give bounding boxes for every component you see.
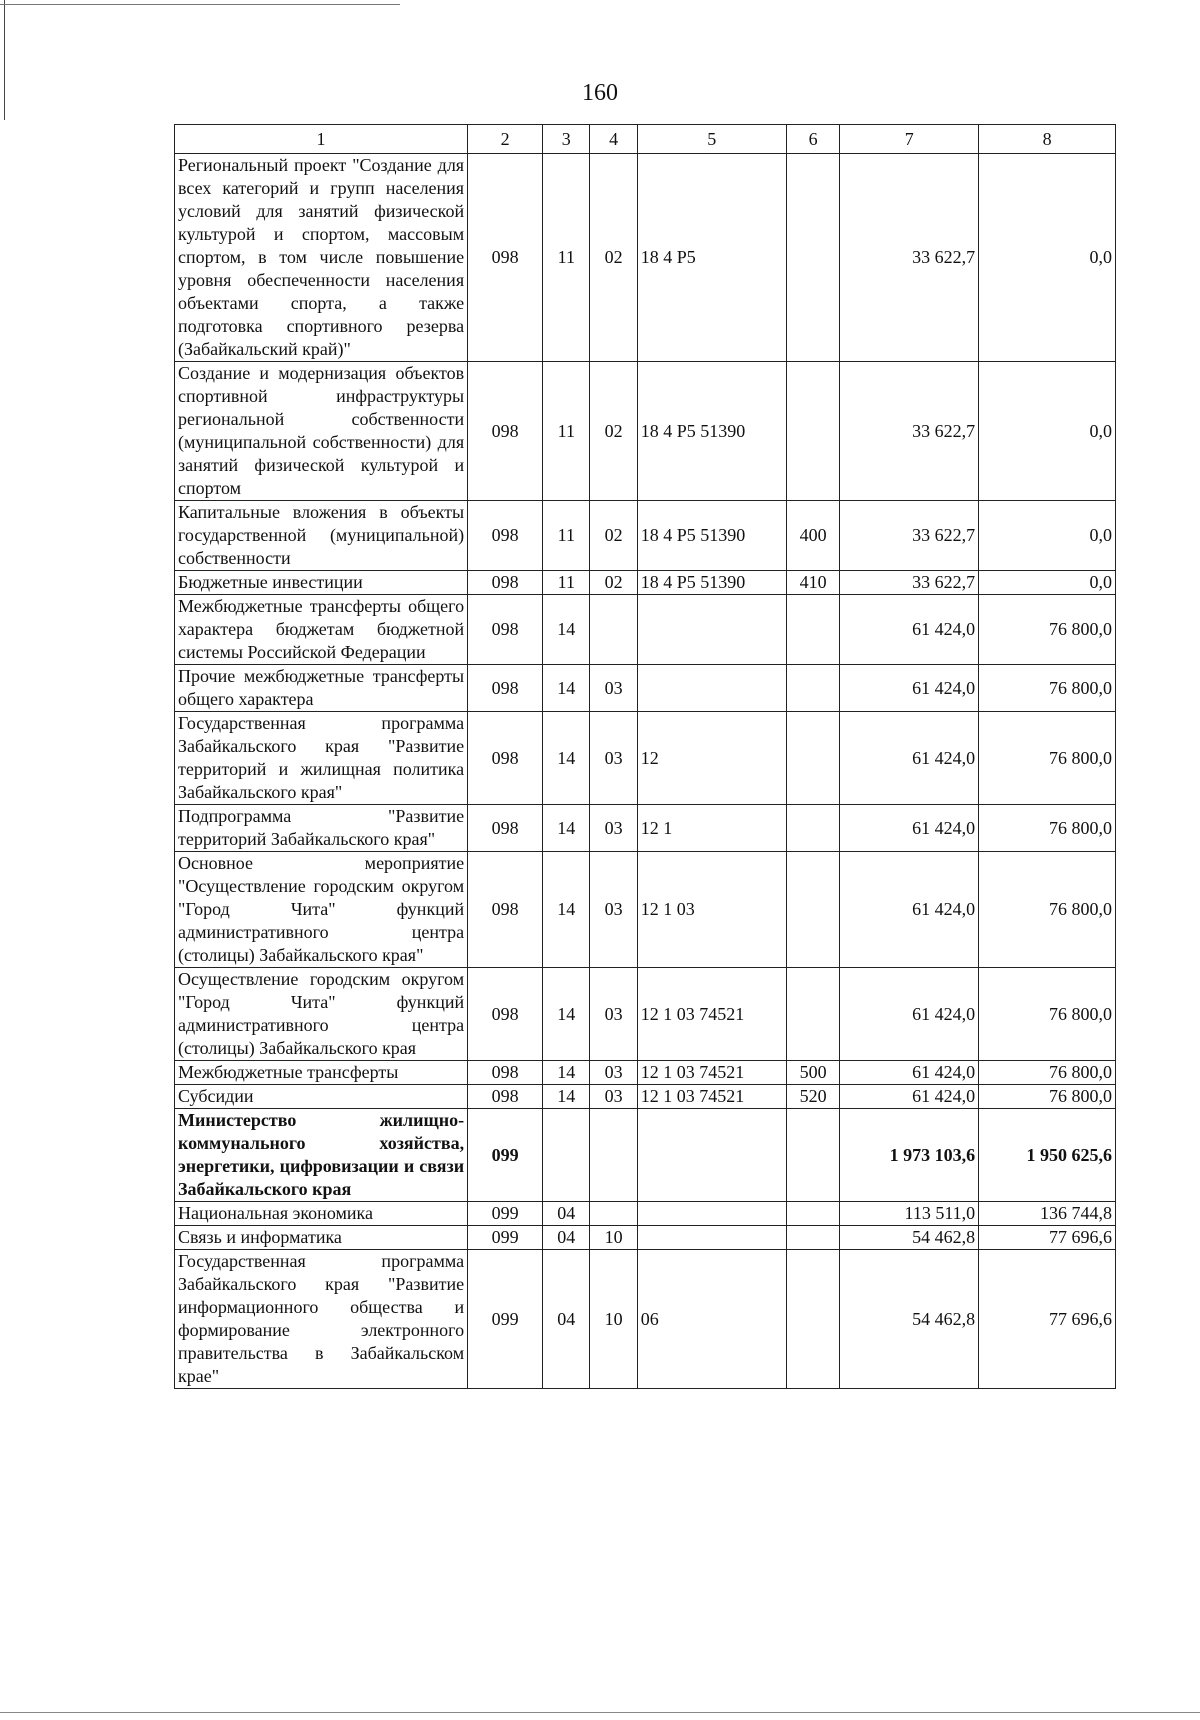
table-row [175,1202,1116,1226]
row-expense-type-cell: 500 [786,1061,839,1085]
table-row [175,968,1116,1061]
row-admin-code-cell: 098 [468,805,543,852]
row-amount-year1-cell: 54 462,8 [840,1250,979,1389]
column-header-3: 3 [543,125,590,154]
row-admin-code-cell: 098 [468,501,543,571]
row-amount-year1-cell: 54 462,8 [840,1226,979,1250]
row-expense-type-cell [786,595,839,665]
row-amount-year1-cell: 33 622,7 [840,362,979,501]
row-amount-year1-cell: 61 424,0 [840,665,979,712]
row-amount-year1-cell: 61 424,0 [840,805,979,852]
row-name-cell: Национальная экономика [175,1202,468,1226]
row-section-cell: 14 [543,1061,590,1085]
row-section-cell [543,1109,590,1202]
row-subsection-cell: 10 [590,1226,637,1250]
row-amount-year2-cell: 76 800,0 [979,968,1116,1061]
row-expense-type-cell: 410 [786,571,839,595]
row-admin-code-cell: 098 [468,665,543,712]
table-header-row [175,125,1116,154]
row-target-article-cell: 06 [637,1250,786,1389]
row-admin-code-cell: 098 [468,595,543,665]
table-row [175,1226,1116,1250]
table-body [175,125,1116,1389]
row-name-cell: Региональный проект "Создание для всех категорий и групп населения условий для занятий физической культурой и спортом, массовым спортом, в том числе повышение уровня обеспеченности населения объектами спорта, а также подготовка спортивного резерва (Забайкальский край)" [175,154,468,362]
row-subsection-cell [590,595,637,665]
table-row [175,595,1116,665]
row-expense-type-cell [786,362,839,501]
row-amount-year1-cell: 61 424,0 [840,1061,979,1085]
row-admin-code-cell: 098 [468,968,543,1061]
table-row [175,1061,1116,1085]
row-amount-year2-cell: 0,0 [979,362,1116,501]
row-section-cell: 04 [543,1250,590,1389]
row-section-cell: 14 [543,665,590,712]
row-amount-year1-cell: 33 622,7 [840,154,979,362]
row-expense-type-cell: 520 [786,1085,839,1109]
table-row [175,362,1116,501]
row-name-cell: Капитальные вложения в объекты государственной (муниципальной) собственности [175,501,468,571]
row-admin-code-cell: 098 [468,1085,543,1109]
row-name-cell: Министерство жилищно-коммунального хозяйства, энергетики, цифровизации и связи Забайкальского края [175,1109,468,1202]
row-subsection-cell: 02 [590,154,637,362]
row-admin-code-cell: 098 [468,362,543,501]
row-target-article-cell: 12 1 03 74521 [637,1085,786,1109]
row-name-cell: Основное мероприятие "Осуществление городским округом "Город Чита" функций административного центра (столицы) Забайкальского края" [175,852,468,968]
row-subsection-cell [590,1109,637,1202]
row-target-article-cell [637,595,786,665]
row-section-cell: 04 [543,1226,590,1250]
row-subsection-cell: 02 [590,362,637,501]
row-amount-year2-cell: 77 696,6 [979,1250,1116,1389]
row-amount-year2-cell: 0,0 [979,154,1116,362]
row-admin-code-cell: 098 [468,1061,543,1085]
row-section-cell: 14 [543,712,590,805]
row-subsection-cell: 03 [590,1085,637,1109]
row-subsection-cell: 02 [590,571,637,595]
row-section-cell: 11 [543,501,590,571]
row-subsection-cell [590,1202,637,1226]
row-amount-year1-cell: 61 424,0 [840,968,979,1061]
row-amount-year1-cell: 33 622,7 [840,571,979,595]
row-expense-type-cell [786,712,839,805]
scan-edge-bottom [0,1712,1200,1713]
row-amount-year2-cell: 77 696,6 [979,1226,1116,1250]
row-admin-code-cell: 098 [468,154,543,362]
row-subsection-cell: 03 [590,1061,637,1085]
row-expense-type-cell [786,665,839,712]
row-target-article-cell [637,665,786,712]
table-row [175,805,1116,852]
row-section-cell: 14 [543,595,590,665]
row-admin-code-cell: 098 [468,712,543,805]
row-expense-type-cell [786,852,839,968]
row-target-article-cell: 18 4 P5 51390 [637,362,786,501]
table-row [175,665,1116,712]
table-row [175,1109,1116,1202]
row-section-cell: 11 [543,154,590,362]
row-section-cell: 14 [543,805,590,852]
row-target-article-cell [637,1226,786,1250]
table-row [175,712,1116,805]
row-name-cell: Межбюджетные трансферты [175,1061,468,1085]
row-subsection-cell: 03 [590,665,637,712]
row-amount-year2-cell: 76 800,0 [979,595,1116,665]
row-target-article-cell: 12 1 [637,805,786,852]
row-amount-year2-cell: 76 800,0 [979,1061,1116,1085]
row-amount-year2-cell: 76 800,0 [979,665,1116,712]
row-admin-code-cell: 099 [468,1109,543,1202]
row-target-article-cell [637,1109,786,1202]
table-row [175,1085,1116,1109]
row-section-cell: 04 [543,1202,590,1226]
row-section-cell: 14 [543,852,590,968]
row-section-cell: 11 [543,571,590,595]
column-header-7: 7 [840,125,979,154]
row-name-cell: Связь и информатика [175,1226,468,1250]
row-target-article-cell: 12 1 03 74521 [637,968,786,1061]
row-expense-type-cell [786,968,839,1061]
row-amount-year1-cell: 1 973 103,6 [840,1109,979,1202]
table-row [175,571,1116,595]
budget-table [174,124,1116,1389]
row-admin-code-cell: 099 [468,1202,543,1226]
row-expense-type-cell [786,1202,839,1226]
row-expense-type-cell [786,1226,839,1250]
row-amount-year2-cell: 1 950 625,6 [979,1109,1116,1202]
row-target-article-cell: 12 1 03 74521 [637,1061,786,1085]
row-target-article-cell [637,1202,786,1226]
row-subsection-cell: 03 [590,805,637,852]
row-expense-type-cell [786,154,839,362]
row-name-cell: Осуществление городским округом "Город Чита" функций административного центра (столицы) Забайкальского края [175,968,468,1061]
column-header-1: 1 [175,125,468,154]
row-amount-year2-cell: 76 800,0 [979,852,1116,968]
row-amount-year2-cell: 0,0 [979,501,1116,571]
column-header-8: 8 [979,125,1116,154]
row-section-cell: 14 [543,1085,590,1109]
table-row [175,1250,1116,1389]
row-amount-year1-cell: 61 424,0 [840,712,979,805]
row-expense-type-cell [786,805,839,852]
row-name-cell: Государственная программа Забайкальского края "Развитие информационного общества и формирование электронного правительства в Забайкальском крае" [175,1250,468,1389]
row-expense-type-cell: 400 [786,501,839,571]
column-header-5: 5 [637,125,786,154]
page-number: 160 [582,80,618,106]
row-amount-year2-cell: 76 800,0 [979,805,1116,852]
row-target-article-cell: 12 [637,712,786,805]
row-admin-code-cell: 098 [468,852,543,968]
table-row [175,852,1116,968]
row-admin-code-cell: 099 [468,1250,543,1389]
row-subsection-cell: 10 [590,1250,637,1389]
row-amount-year2-cell: 0,0 [979,571,1116,595]
row-amount-year2-cell: 136 744,8 [979,1202,1116,1226]
row-amount-year1-cell: 113 511,0 [840,1202,979,1226]
row-expense-type-cell [786,1250,839,1389]
row-amount-year1-cell: 61 424,0 [840,595,979,665]
row-target-article-cell: 12 1 03 [637,852,786,968]
table-row [175,154,1116,362]
row-section-cell: 11 [543,362,590,501]
table-row [175,501,1116,571]
row-amount-year2-cell: 76 800,0 [979,1085,1116,1109]
row-name-cell: Создание и модернизация объектов спортивной инфраструктуры региональной собственности (муниципальной собственности) для занятий физической культурой и спортом [175,362,468,501]
scan-edge-top [0,4,400,5]
column-header-2: 2 [468,125,543,154]
row-subsection-cell: 03 [590,852,637,968]
row-section-cell: 14 [543,968,590,1061]
row-subsection-cell: 03 [590,968,637,1061]
row-target-article-cell: 18 4 P5 [637,154,786,362]
row-name-cell: Подпрограмма "Развитие территорий Забайкальского края" [175,805,468,852]
row-expense-type-cell [786,1109,839,1202]
row-name-cell: Государственная программа Забайкальского края "Развитие территорий и жилищная политика Забайкальского края" [175,712,468,805]
row-subsection-cell: 03 [590,712,637,805]
row-admin-code-cell: 099 [468,1226,543,1250]
column-header-6: 6 [786,125,839,154]
row-subsection-cell: 02 [590,501,637,571]
row-target-article-cell: 18 4 P5 51390 [637,501,786,571]
row-name-cell: Бюджетные инвестиции [175,571,468,595]
row-target-article-cell: 18 4 P5 51390 [637,571,786,595]
row-admin-code-cell: 098 [468,571,543,595]
row-amount-year1-cell: 61 424,0 [840,852,979,968]
row-amount-year1-cell: 61 424,0 [840,1085,979,1109]
row-name-cell: Субсидии [175,1085,468,1109]
column-header-4: 4 [590,125,637,154]
row-amount-year2-cell: 76 800,0 [979,712,1116,805]
row-name-cell: Прочие межбюджетные трансферты общего характера [175,665,468,712]
row-name-cell: Межбюджетные трансферты общего характера бюджетам бюджетной системы Российской Федерации [175,595,468,665]
row-amount-year1-cell: 33 622,7 [840,501,979,571]
